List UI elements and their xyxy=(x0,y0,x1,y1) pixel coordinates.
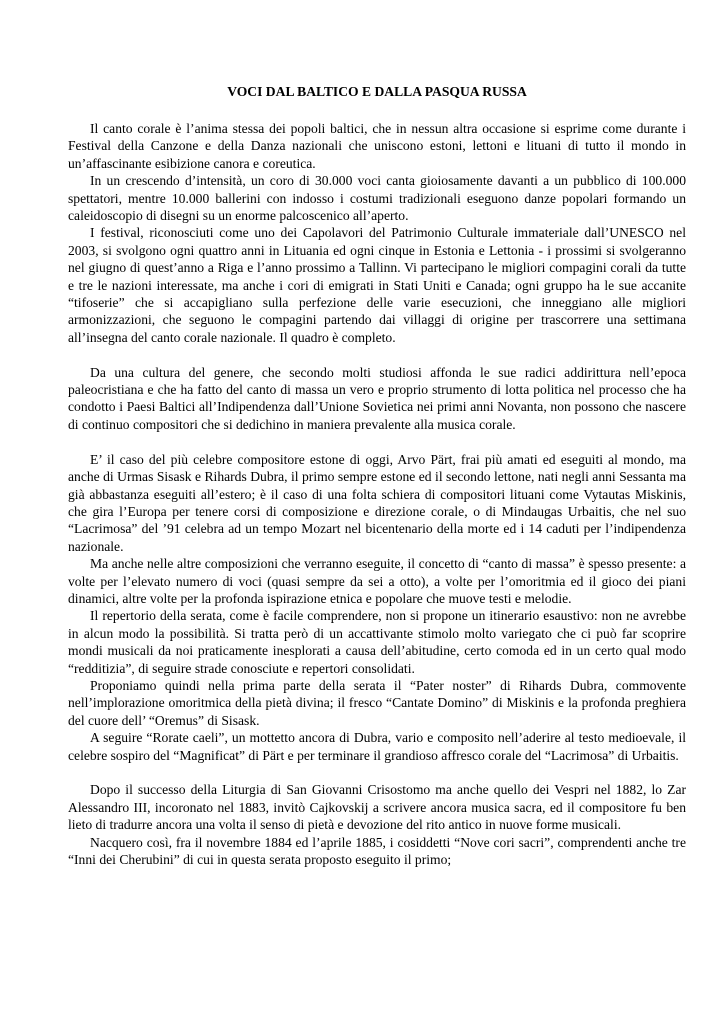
paragraph: Nacquero così, fra il novembre 1884 ed l’aprile 1885, i cosiddetti “Nove cori sacri”, comprendenti anche tre “Inni dei Cherubini” di cui in questa serata proposto eseguito il primo; xyxy=(68,834,686,868)
paragraph: E’ il caso del più celebre compositore estone di oggi, Arvo Pärt, frai più amati ed eseguiti al mondo, ma anche di Urmas Sisask e Rihards Dubra, il primo sempre estone ed il secondo lettone, nati negli anni Sessanta ma già abbastanza eseguiti all’estero; è il caso di una folta schiera di compositori lituani come Vytautas Miskinis, che gira l’Europa per tenere corsi di composizione e direzione corale, o di Mindaugas Urbaitis, che nel suo “Lacrimosa” del ’91 celebra ad un tempo Mozart nel bicentenario della morte ed i 14 caduti per l’indipendenza nazionale. xyxy=(68,451,686,554)
paragraph: Ma anche nelle altre composizioni che verranno eseguite, il concetto di “canto di massa” è spesso presente: a volte per l’elevato numero di voci (quasi sempre da sei a otto), a volte per l’omoritmia ed il gioco dei piani dinamici, altre volte per la profonda ispirazione etnica e popolare che muove testi e melodie. xyxy=(68,556,686,606)
paragraph: I festival, riconosciuti come uno dei Capolavori del Patrimonio Culturale immateriale dall’UNESCO nel 2003, si svolgono ogni quattro anni in Lituania ed ogni cinque in Estonia e Lettonia - i prossimi si svolgeranno nel giugno di quest’anno a Riga e l’anno prossimo a Tallinn. Vi partecipano le migliori compagini corali da tutte e tre le nazioni interessate, ma anche i cori di emigrati in Stati Uniti e Canada; ogni gruppo ha le sue accanite “tifoserie” che si accapigliano sulla perfezione delle varie esecuzioni, che inneggiano alle migliori armonizzazioni, che seguono le compagini partendo dai villaggi di origine per trascorrere una settimana all’insegna del canto corale nazionale. Il quadro è completo. xyxy=(68,225,686,345)
paragraph: Proponiamo quindi nella prima parte della serata il “Pater noster” di Rihards Dubra, commovente nell’implorazione omoritmica della pietà divina; il fresco “Cantate Domino” di Miskinis e la profonda preghiera del cuore dell’ “Oremus” di Sisask. xyxy=(68,677,686,728)
paragraph: Dopo il successo della Liturgia di San Giovanni Crisostomo ma anche quello dei Vespri nel 1882, lo Zar Alessandro III, incoronato nel 1883, invitò Cajkovskij a scrivere ancora musica sacra, ed il compositore fu ben lieto di tradurre ancora una volta il senso di pietà e devozione del rito antico in nuove forme musicali. xyxy=(68,782,686,833)
paragraph: Il repertorio della serata, come è facile comprendere, non si propone un itinerario esaustivo: non ne avrebbe in alcun modo la possibilità. Si tratta però di un accattivante stimolo molto variegato che ci può far scoprire mondi musicali da noi praticamente inesplorati a causa dell’abitudine, certo comoda ed in un certo qual modo “redditizia”, di seguire strade conosciute e repertori consolidati. xyxy=(68,608,686,676)
document-title: VOCI DAL BALTICO E DALLA PASQUA RUSSA xyxy=(227,84,527,99)
document-body xyxy=(68,120,686,868)
paragraph: Il canto corale è l’anima stessa dei popoli baltici, che in nessun altra occasione si esprime come durante i Festival della Canzone e della Danza nazionali che uniscono estoni, lettoni e lituani di tutto il mondo in un’affascinante esibizione canora e coreutica. xyxy=(68,121,686,171)
paragraph: A seguire “Rorate caeli”, un mottetto ancora di Dubra, vario e composito nell’aderire al testo medioevale, il celebre sospiro del “Magnificat” di Pärt e per terminare il grandioso affresco corale del “Lacrimosa” di Urbaitis. xyxy=(68,730,686,763)
paragraph: Da una cultura del genere, che secondo molti studiosi affonda le sue radici addirittura nell’epoca paleocristiana e che ha fatto del canto di massa un vero e proprio strumento di lotta politica nel processo che ha condotto i Paesi Baltici all’Indipendenza dall’Unione Sovietica nei primi anni Novanta, non possono che nascere di continuo compositori che si dedichino in maniera prevalente alla musica corale. xyxy=(68,364,686,432)
paragraph: In un crescendo d’intensità, un coro di 30.000 voci canta gioiosamente davanti a un pubblico di 100.000 spettatori, mentre 10.000 ballerini con indosso i costumi tradizionali eseguono danze popolari formando un caleidoscopio di disegni su un enorme palcoscenico all’aperto. xyxy=(68,173,686,224)
